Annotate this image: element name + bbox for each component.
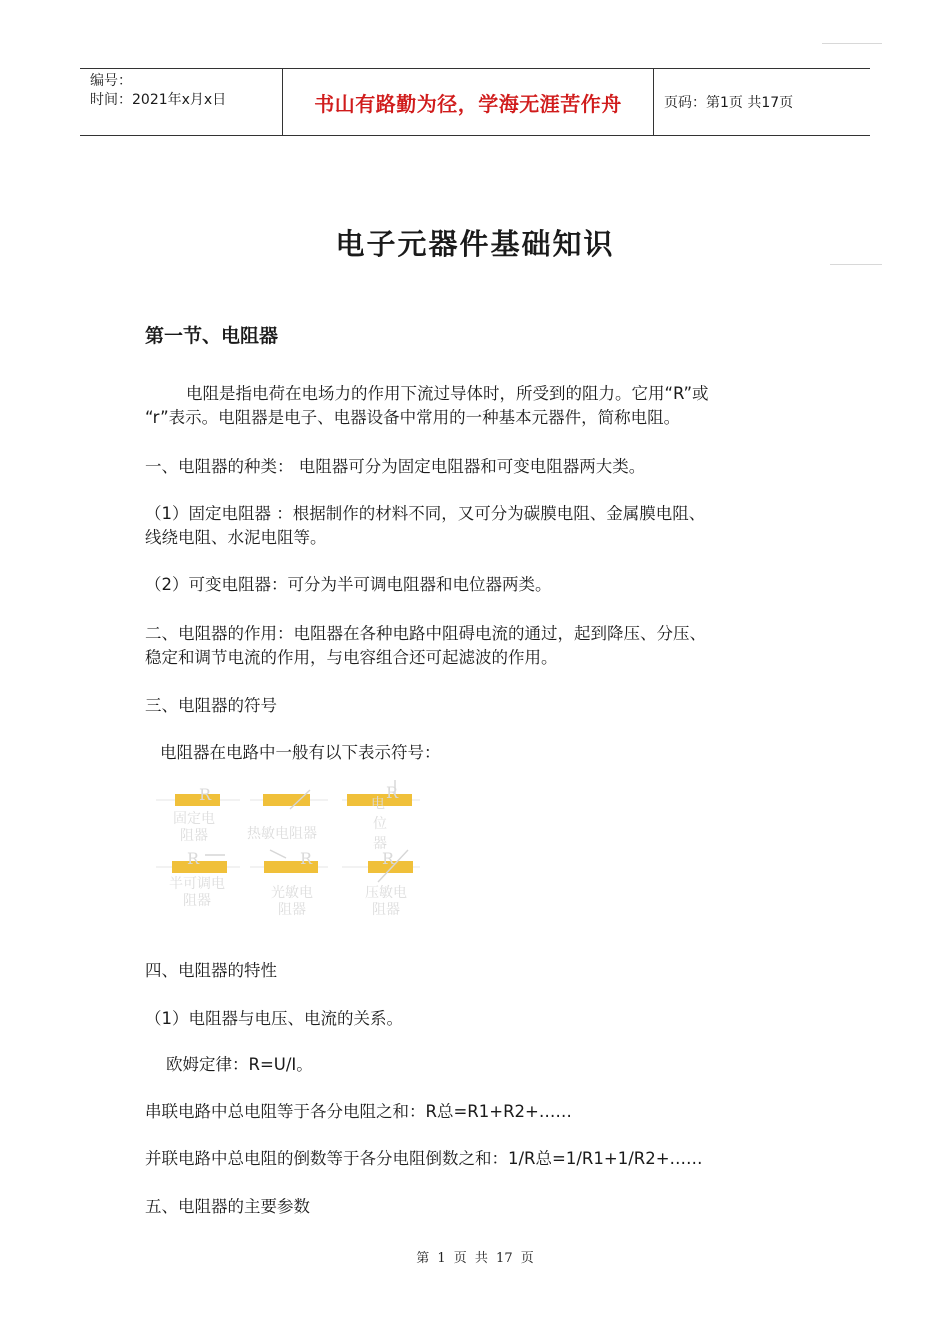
- label-thermistor: 热敏电阻器: [247, 826, 317, 842]
- decorative-line-mid: [830, 264, 882, 265]
- label-semi-1: 半可调电: [169, 876, 225, 892]
- symbol-letter-fixed: R: [198, 785, 212, 804]
- paragraph-ohm-law: 欧姆定律：R=U/I。: [166, 1055, 313, 1074]
- symbol-letter-photo: R: [299, 849, 313, 868]
- number-label: 编号：: [90, 73, 132, 89]
- symbol-letter-varistor: R: [381, 849, 395, 868]
- label-pot-2: 位: [373, 816, 387, 832]
- resistor-symbols-diagram: [150, 778, 440, 928]
- document-title: 电子元器件基础知识: [335, 227, 615, 261]
- label-fixed-1: 固定电: [173, 811, 215, 827]
- paragraph-function-2: 稳定和调节电流的作用，与电容组合还可起滤波的作用。: [145, 648, 558, 667]
- paragraph-intro-2: “r”表示。电阻器是电子、电器设备中常用的一种基本元器件，简称电阻。: [145, 408, 681, 427]
- paragraph-relation: （1）电阻器与电压、电流的关系。: [145, 1009, 403, 1028]
- label-varistor-1: 压敏电: [365, 885, 407, 901]
- photo-ray: [270, 850, 286, 858]
- paragraph-symbol-desc: 电阻器在电路中一般有以下表示符号：: [160, 743, 441, 762]
- paragraph-parallel: 并联电路中总电阻的倒数等于各分电阻倒数之和：1/R总=1/R1+1/R2+……: [145, 1149, 703, 1168]
- paragraph-intro-1: 电阻是指电荷在电场力的作用下流过导体时，所受到的阻力。它用“R”或: [186, 384, 709, 403]
- paragraph-properties: 四、电阻器的特性: [145, 961, 277, 980]
- document-header: [80, 68, 870, 136]
- symbol-letter-pot: R: [385, 783, 399, 802]
- paragraph-series: 串联电路中总电阻等于各分电阻之和：R总=R1+R2+……: [145, 1102, 572, 1121]
- paragraph-symbol: 三、电阻器的符号: [145, 696, 277, 715]
- label-varistor-2: 阻器: [372, 902, 400, 918]
- page-footer: 第 1 页 共 17 页: [416, 1251, 534, 1266]
- header-meta: [80, 69, 282, 135]
- label-photo-1: 光敏电: [271, 885, 313, 901]
- header-motto: 书山有路勤为径，学海无涯苦作舟: [282, 69, 654, 135]
- label-pot-3: 器: [373, 836, 387, 852]
- paragraph-params: 五、电阻器的主要参数: [145, 1197, 310, 1216]
- label-fixed-2: 阻器: [180, 828, 208, 844]
- paragraph-function-1: 二、电阻器的作用：电阻器在各种电路中阻碍电流的通过，起到降压、分压、: [145, 624, 706, 643]
- time-label: 时间：2021年x月x日: [90, 92, 227, 108]
- paragraph-fixed-2: 线绕电阻、水泥电阻等。: [145, 528, 327, 547]
- section-title: 第一节、电阻器: [145, 325, 279, 347]
- paragraph-variable: （2）可变电阻器：可分为半可调电阻器和电位器两类。: [145, 575, 552, 594]
- paragraph-types: 一、电阻器的种类： 电阻器可分为固定电阻器和可变电阻器两大类。: [145, 457, 646, 476]
- label-photo-2: 阻器: [278, 902, 306, 918]
- resistor-body-semi-adjustable: [172, 861, 227, 873]
- symbol-letter-semi: R: [186, 849, 200, 868]
- resistor-body-fixed: [175, 794, 220, 806]
- decorative-line-top: [822, 43, 882, 44]
- label-pot-1: 电: [371, 796, 385, 812]
- paragraph-fixed-1: （1）固定电阻器 ：根据制作的材料不同，又可分为碳膜电阻、金属膜电阻、: [145, 504, 706, 523]
- label-semi-2: 阻器: [183, 893, 211, 909]
- header-page-info: 页码：第1页 共17页: [664, 95, 794, 111]
